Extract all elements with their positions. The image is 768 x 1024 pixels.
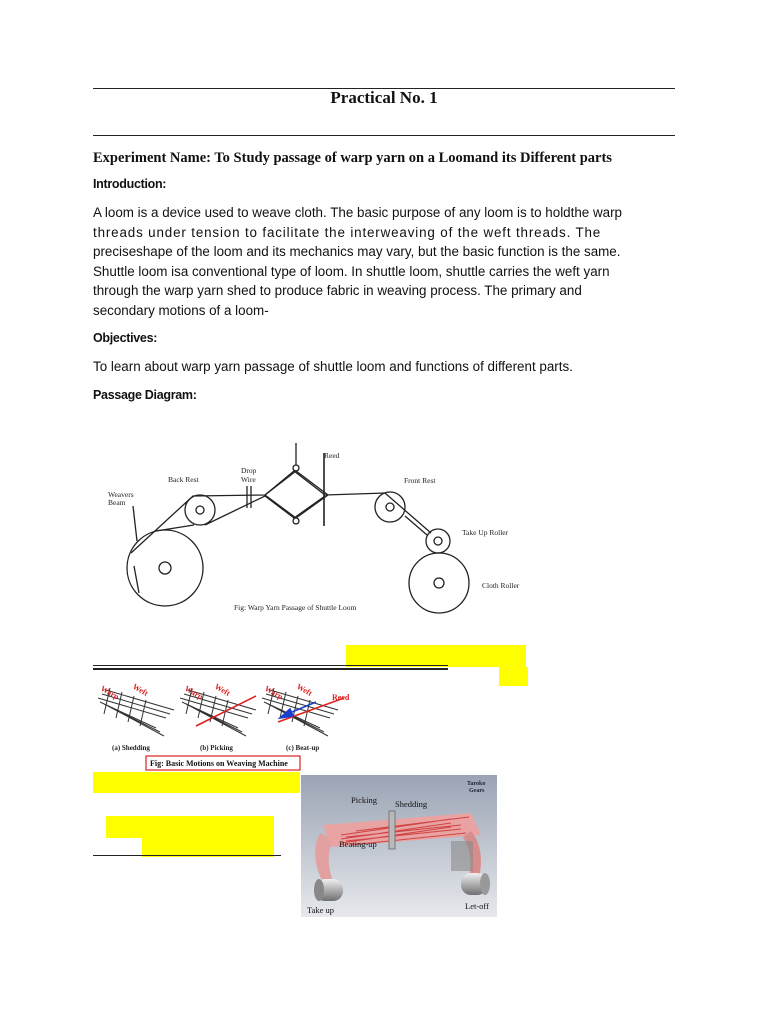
label-weft: Weft (213, 681, 232, 698)
label-weft: Weft (295, 681, 314, 698)
introduction-paragraph (93, 203, 678, 320)
weavers-beam (127, 530, 203, 606)
label-shedding: (a) Shedding (112, 744, 150, 752)
experiment-name: Experiment Name: To Study passage of warp yarn on a Loomand its Different parts (93, 150, 612, 166)
introduction-heading: Introduction: (93, 177, 167, 191)
intro-line: secondary motions of a loom- (93, 302, 269, 318)
highlight-block (499, 667, 528, 686)
divider-rule (93, 668, 448, 670)
intro-line: through the warp yarn shed to produce fabric in weaving process. The primary and (93, 283, 582, 298)
figure-caption: Fig: Basic Motions on Weaving Machine (150, 759, 288, 768)
brand-logo: Gears (469, 788, 485, 794)
brand-logo: Taroko (467, 781, 486, 787)
label-reed: Reed (324, 451, 340, 460)
objectives-text: To learn about warp yarn passage of shuttle loom and functions of different parts. (93, 359, 573, 374)
label-picking: Picking (351, 795, 377, 805)
objectives-heading: Objectives: (93, 331, 158, 345)
label-warp: Warp (99, 683, 121, 702)
label-reed: Reed (332, 693, 350, 702)
label-drop-wire: Wire (241, 475, 256, 484)
page-title: Practical No. 1 (330, 88, 438, 107)
label-picking: (b) Picking (200, 744, 233, 752)
title-rule (93, 135, 675, 136)
label-drop-wire: Drop (241, 466, 257, 475)
highlight-block (106, 816, 274, 838)
loom-3d-illustration (301, 775, 497, 917)
passage-diagram-heading: Passage Diagram: (93, 388, 197, 402)
cloth-roller (409, 553, 469, 613)
intro-line: Shuttle loom isa conventional type of loom. In shuttle loom, shuttle carries the weft yarn (93, 263, 610, 279)
intro-line: A loom is a device used to weave cloth. The basic purpose of any loom is to holdthe warp (93, 205, 622, 220)
label-warp: Warp (263, 683, 285, 702)
label-cloth-roller: Cloth Roller (482, 581, 520, 590)
label-let-off: Let-off (465, 901, 489, 911)
label-back-rest: Back Rest (168, 475, 199, 484)
highlight-block (93, 772, 300, 793)
intro-line: preciseshape of the loom and its mechanics may vary, but the basic function is the same. (93, 244, 621, 259)
label-warp: Warp (183, 683, 205, 702)
label-weft: Weft (131, 681, 150, 698)
label-weavers-beam: Beam (108, 498, 126, 507)
intro-line: threads under tension to facilitate the interweaving of the weft threads. The (93, 224, 602, 240)
highlight-block (346, 645, 526, 667)
label-take-up: Take up (307, 905, 335, 915)
basic-motions-diagram (96, 678, 366, 772)
divider-rule (93, 665, 448, 666)
label-front-rest: Front Rest (404, 476, 436, 485)
label-beating-up: Beating-up (339, 839, 377, 849)
label-take-up-roller: Take Up Roller (462, 528, 509, 537)
label-weavers-beam: Weavers (108, 490, 134, 499)
label-beatup: (c) Beat-up (286, 744, 320, 752)
warp-passage-diagram (93, 438, 533, 618)
figure-caption: Fig: Warp Yarn Passage of Shuttle Loom (234, 603, 357, 612)
heddle-diamond (265, 471, 328, 518)
label-shedding: Shedding (395, 799, 428, 809)
divider-rule (93, 855, 281, 856)
highlight-block (142, 836, 274, 857)
